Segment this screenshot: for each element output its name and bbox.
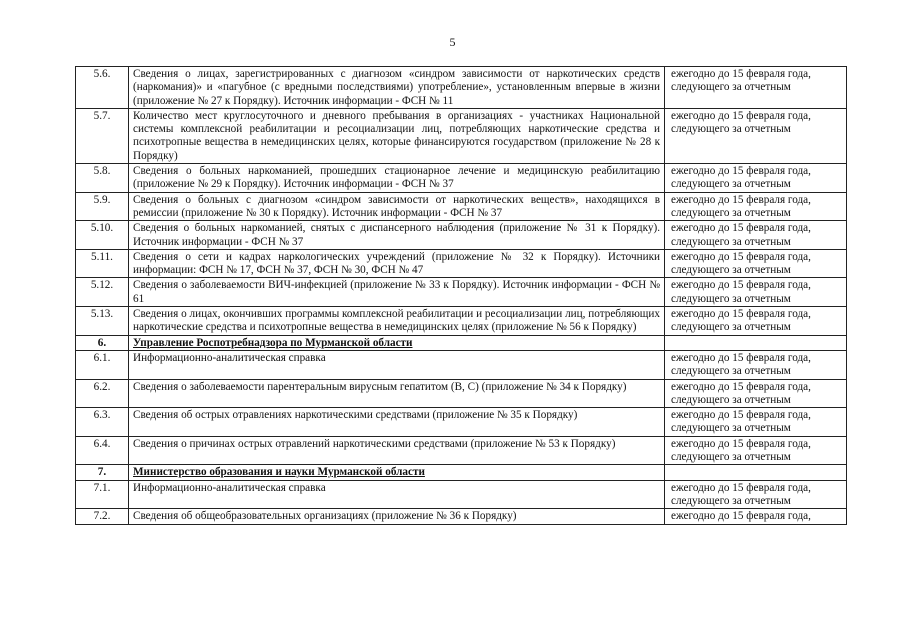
row-description: Информационно-аналитическая справка [129, 480, 665, 509]
section-row [76, 465, 847, 480]
table-row [76, 509, 847, 524]
row-deadline: ежегодно до 15 февраля года, следующего за отчетным [665, 249, 847, 278]
table-row [76, 67, 847, 109]
row-number: 5.6. [76, 67, 129, 109]
table-row [76, 164, 847, 193]
table-row [76, 221, 847, 250]
table-row [76, 192, 847, 221]
table-row [76, 278, 847, 307]
table-row [76, 480, 847, 509]
row-deadline: ежегодно до 15 февраля года, [665, 509, 847, 524]
row-deadline: ежегодно до 15 февраля года, следующего за отчетным [665, 436, 847, 465]
row-number: 5.13. [76, 307, 129, 336]
row-number: 6. [76, 335, 129, 350]
row-description: Информационно-аналитическая справка [129, 350, 665, 379]
row-description: Сведения о заболеваемости ВИЧ-инфекцией (приложение № 33 к Порядку). Источник информации - ФСН № 61 [129, 278, 665, 307]
row-number: 5.8. [76, 164, 129, 193]
table-row [76, 108, 847, 163]
row-description: Министерство образования и науки Мурманской области [129, 465, 665, 480]
row-number: 5.9. [76, 192, 129, 221]
row-number: 6.4. [76, 436, 129, 465]
row-description: Сведения о больных наркоманией, прошедших стационарное лечение и медицинскую реабилитацию (приложение № 29 к Порядку). Источник информации - ФСН № 37 [129, 164, 665, 193]
row-description: Сведения о причинах острых отравлений наркотическими средствами (приложение № 53 к Порядку) [129, 436, 665, 465]
table-row [76, 408, 847, 437]
table-row [76, 249, 847, 278]
row-description: Сведения о больных наркоманией, снятых с диспансерного наблюдения (приложение № 31 к Порядку). Источник информации - ФСН № 37 [129, 221, 665, 250]
table-row [76, 379, 847, 408]
table-row [76, 436, 847, 465]
row-deadline: ежегодно до 15 февраля года, следующего за отчетным [665, 408, 847, 437]
row-description: Сведения об острых отравлениях наркотическими средствами (приложение № 35 к Порядку) [129, 408, 665, 437]
row-description: Сведения о лицах, зарегистрированных с диагнозом «синдром зависимости от наркотических средств (наркомания)» и «пагубное (с вредными последствиями) употребление», установленным впервые в жизни (приложение № 27 к Порядку). Источник информации - ФСН № 11 [129, 67, 665, 109]
table-row [76, 350, 847, 379]
row-description: Сведения о сети и кадрах наркологических учреждений (приложение № 32 к Порядку). Источники информации: ФСН № 17, ФСН № 37, ФСН № 30, ФСН № 47 [129, 249, 665, 278]
row-deadline [665, 335, 847, 350]
row-number: 6.1. [76, 350, 129, 379]
row-number: 7.1. [76, 480, 129, 509]
row-number: 5.7. [76, 108, 129, 163]
table-row [76, 307, 847, 336]
row-deadline: ежегодно до 15 февраля года, следующего за отчетным [665, 221, 847, 250]
row-deadline: ежегодно до 15 февраля года, следующего за отчетным [665, 379, 847, 408]
row-description: Сведения об общеобразовательных организациях (приложение № 36 к Порядку) [129, 509, 665, 524]
row-number: 5.11. [76, 249, 129, 278]
row-number: 5.10. [76, 221, 129, 250]
page-number: 5 [449, 35, 456, 49]
row-deadline: ежегодно до 15 февраля года, следующего за отчетным [665, 164, 847, 193]
row-number: 7. [76, 465, 129, 480]
row-number: 6.3. [76, 408, 129, 437]
row-description: Сведения о заболеваемости парентеральным вирусным гепатитом (В, С) (приложение № 34 к Порядку) [129, 379, 665, 408]
row-description: Количество мест круглосуточного и дневного пребывания в организациях - участниках Национальной системы комплексной реабилитации и ресоциализации лиц, потребляющих наркотические средства и психотропные вещества в немедицинских целях, которые финансируются государством (приложение № 28 к Порядку) [129, 108, 665, 163]
row-deadline: ежегодно до 15 февраля года, следующего за отчетным [665, 108, 847, 163]
section-row [76, 335, 847, 350]
row-deadline: ежегодно до 15 февраля года, следующего за отчетным [665, 192, 847, 221]
row-deadline: ежегодно до 15 февраля года, следующего за отчетным [665, 67, 847, 109]
reporting-table [75, 66, 847, 525]
row-deadline: ежегодно до 15 февраля года, следующего за отчетным [665, 307, 847, 336]
table-body [76, 67, 847, 525]
row-deadline [665, 465, 847, 480]
row-deadline: ежегодно до 15 февраля года, следующего за отчетным [665, 278, 847, 307]
row-description: Управление Роспотребнадзора по Мурманской области [129, 335, 665, 350]
row-number: 6.2. [76, 379, 129, 408]
row-description: Сведения о лицах, окончивших программы комплексной реабилитации и ресоциализации лиц, потребляющих наркотические средства и психотропные вещества в немедицинских целях (приложение № 56 к Порядку) [129, 307, 665, 336]
row-description: Сведения о больных с диагнозом «синдром зависимости от наркотических веществ», находящихся в ремиссии (приложение № 30 к Порядку). Источник информации - ФСН № 37 [129, 192, 665, 221]
row-number: 7.2. [76, 509, 129, 524]
row-deadline: ежегодно до 15 февраля года, следующего за отчетным [665, 480, 847, 509]
row-deadline: ежегодно до 15 февраля года, следующего за отчетным [665, 350, 847, 379]
row-number: 5.12. [76, 278, 129, 307]
